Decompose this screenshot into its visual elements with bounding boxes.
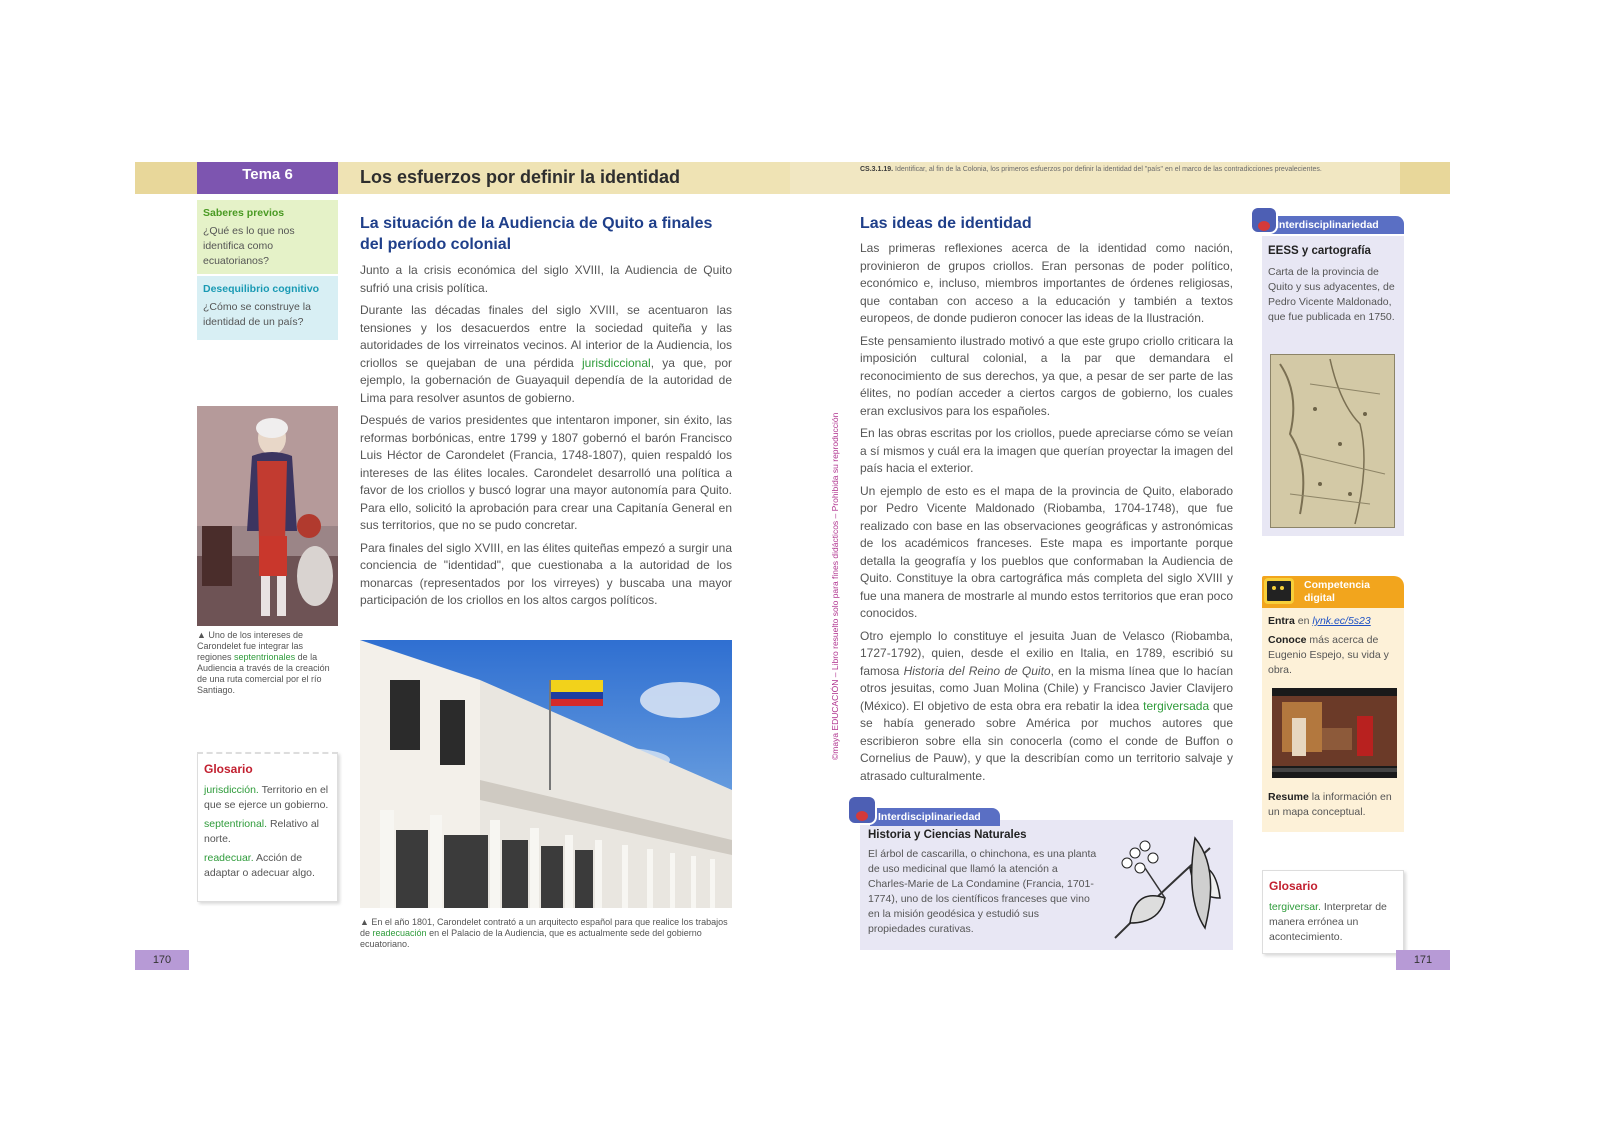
glosario-term: jurisdicción.: [204, 784, 259, 796]
competencia-resume: Resume: [1268, 791, 1309, 803]
interdisciplinariedad-tag-top: [1268, 216, 1404, 234]
competencia-entra-line: [1268, 614, 1398, 629]
objective-text: Identificar, al fin de la Colonia, los primeros esfuerzos por definir la identidad del "país" en el marco de las contradicciones prevalecientes.: [895, 166, 1322, 173]
interdisciplinariedad-box-bottom: [860, 820, 1233, 950]
portrait-caption-keyword: septentrionales: [234, 652, 296, 662]
desequilibrio-text: ¿Cómo se construye la identidad de un país?: [203, 301, 311, 328]
keyword: jurisdiccional: [581, 355, 651, 370]
paragraph: Un ejemplo de esto es el mapa de la provincia de Quito, elaborado por Pedro Vicente Maldonado (Riobamba, 1704-1748), que fue realizado con base en las observaciones geográficas y astronómicas de los académicos franceses. Este mapa es importante porque detalla la geografía y los pueblos que conformaban la Audiencia de Quito. Constituye la obra cartográfica más completa del siglo XVIII y fue una manera de mostrarle al mundo estos territorios que eran poco conocidos.: [860, 483, 1233, 620]
glosario-box-left: [197, 752, 338, 902]
interdisciplinariedad-box-top: [1262, 236, 1404, 536]
competencia-resume-rest: la información en un mapa conceptual.: [1268, 791, 1392, 818]
glosario-item: [204, 851, 331, 881]
palace-caption: [360, 917, 732, 950]
palace-caption-post: en el Palacio de la Audiencia, que es actualmente sede del gobierno ecuatoriano.: [360, 928, 702, 949]
competencia-tag-line2: digital: [1304, 592, 1335, 604]
maldonado-map-image: [1270, 354, 1395, 528]
saberes-previos-box: [197, 200, 338, 274]
vertical-copyright-note: [830, 350, 842, 760]
competencia-conoce-rest: más acerca de Eugenio Espejo, su vida y obra.: [1268, 634, 1389, 676]
book-title: Historia del Reino de Quito: [903, 663, 1051, 678]
competencia-monitor-icon: [1264, 578, 1294, 604]
objective-code: CS.3.1.19.: [860, 166, 894, 173]
carondelet-portrait: [197, 406, 338, 626]
keyword: tergiversada: [1143, 698, 1210, 713]
interdisc-icon-bottom: [849, 797, 875, 823]
page-number-right: 171: [1396, 950, 1450, 970]
paragraph-text: Durante las décadas finales del siglo XVIII, se acentuaron las tensiones y los desacuerdos entre la sociedad quiteña y las autoridades de los virreinatos vecinos. Al interior de la Audiencia, los criollos se quejaban de una pérdida: [360, 303, 732, 370]
curriculum-objective: [860, 165, 1420, 175]
palace-caption-pre: ▲ En el año 1801, Carondelet contrató a un arquitecto español para que realice los trabajos de: [360, 917, 728, 938]
palace-caption-keyword: readecuación: [372, 928, 427, 938]
portrait-caption: [197, 630, 338, 696]
competencia-link[interactable]: lynk.ec/5s23: [1312, 615, 1371, 627]
glosario-definition: Territorio en el que se ejerce un gobierno.: [204, 784, 329, 811]
glosario-item: [1269, 900, 1397, 945]
portrait-caption-pre: ▲ Uno de los intereses de Carondelet fue integrar las regiones: [197, 630, 304, 662]
competencia-en: en: [1294, 615, 1313, 627]
glosario-definition: Acción de adaptar o adecuar algo.: [204, 852, 315, 879]
competencia-digital-box: [1262, 600, 1404, 832]
header-accent-left: [135, 162, 197, 194]
right-body-text: [860, 240, 1233, 790]
photo-credit-mark: [187, 618, 193, 620]
paragraph: [860, 628, 1233, 786]
interdisciplinariedad-tag-bottom: [870, 808, 1000, 826]
paragraph-text: , en la misma línea que lo hacían otros jesuitas, como Juan Molina (Chile) y Francisco Javier Clavijero (México). El objetivo de esta obra era rebatir la idea: [860, 663, 1234, 713]
paragraph-text: Otro ejemplo lo constituye el jesuita Juan de Velasco (Riobamba, 1727-1792), quien, desde el exilio en Italia, en 1789, escribió su famosa: [860, 628, 1233, 678]
glosario-item: [204, 783, 331, 813]
glosario-definition: Relativo al norte.: [204, 818, 319, 845]
paragraph: Para finales del siglo XVIII, en las élites quiteñas empezó a surgir una conciencia de "identidad", que cuestionaba a la autoridad de los monarcas (representados por los virreyes) y buscaba una mayor participación de los criollos en los altos cargos políticos.: [360, 540, 732, 607]
glosario-term: septentrional.: [204, 818, 268, 830]
paragraph: Este pensamiento ilustrado motivó a que este grupo criollo criticara la imposición cultural colonial, a la par que demandara el reconocimiento de sus derechos, ya que, a pesar de ser parte de las élites, no podían acceder a ciertos cargos de gobierno, los cuales eran exclusivos para los españoles.: [860, 333, 1233, 418]
paragraph: Junto a la crisis económica del siglo XVIII, la Audiencia de Quito sufrió una crisis política.: [360, 263, 732, 295]
competencia-tag-line1: Competencia: [1304, 579, 1370, 591]
glosario-definition: Interpretar de manera errónea un acontecimiento.: [1269, 901, 1387, 943]
page-title: Los esfuerzos por definir la identidad: [360, 167, 681, 187]
glosario-heading-right: Glosario: [1269, 879, 1318, 893]
page-number-left: 170: [135, 950, 189, 970]
paragraph-text: , ya que, por ejemplo, la gobernación de Guayaquil dependía de la autoridad de Lima para resolver asuntos de gobierno.: [360, 355, 732, 405]
glosario-item: [204, 817, 331, 847]
paragraph: [360, 302, 732, 407]
interdisc-top-tag-label: Interdisciplinariedad: [1276, 219, 1379, 231]
video-screenshot: [1272, 688, 1397, 778]
tema-label: Tema 6: [197, 162, 338, 194]
interdisc-bottom-text: El árbol de cascarilla, o chinchona, es una planta de uso medicinal que llamó la atención a Charles-Marie de La Condamine (Francia, 1701-1774), uno de los científicos franceses que vino en la misión geodésica y estudió sus propiedades curativas.: [868, 848, 1097, 935]
interdisc-bottom-subtitle: Historia y Ciencias Naturales: [868, 829, 1027, 841]
cinchona-plant-illustration: [1105, 828, 1230, 946]
section-title-right: Las ideas de identidad: [860, 215, 1032, 232]
glosario-term: readecuar.: [204, 852, 254, 864]
desequilibrio-heading: Desequilibrio cognitivo: [203, 283, 320, 295]
glosario-term: tergiversar.: [1269, 901, 1321, 913]
glosario-box-right: [1262, 870, 1404, 954]
interdisc-top-subtitle: EESS y cartografía: [1268, 245, 1371, 257]
paragraph: En las obras escritas por los criollos, puede apreciarse cómo se veían a sí mismos y cuál era la imagen que querían proyectar la imagen del país hacia el exterior.: [860, 426, 1233, 475]
competencia-conoce: Conoce: [1268, 634, 1307, 646]
vertical-copyright-text: ©maya EDUCACIÓN – Libro resuelto solo para fines didácticos – Prohibida su reproducción: [830, 412, 840, 760]
desequilibrio-box: [197, 276, 338, 340]
interdisc-top-text: Carta de la provincia de Quito y sus adyacentes, de Pedro Vicente Maldonado, que fue publicada en 1750.: [1268, 266, 1395, 323]
interdisc-icon-top: [1252, 208, 1276, 232]
saberes-heading: Saberes previos: [203, 207, 285, 219]
section-title-left: La situación de la Audiencia de Quito a finales del período colonial: [360, 215, 713, 253]
paragraph: Después de varios presidentes que intentaron imponer, sin éxito, las reformas borbónicas, entre 1799 y 1807 gobernó el barón Francisco Luis Héctor de Carondelet (Francia, 1748-1807), quien respaldó los intereses de las élites locales. Carondelet desarrolló una política a favor de los criollos y buscó lograr una mayor autonomía para Quito. Para ello, solicitó la aprobación para crear una Capitanía General en sus territorios, que no se pudo concretar.: [360, 413, 732, 532]
left-body-text: [360, 262, 732, 615]
interdisc-bottom-tag-label: Interdisciplinariedad: [878, 811, 981, 823]
portrait-caption-post: de la Audiencia a través de la creación de una ruta comercial por el río Santiago.: [197, 652, 330, 695]
competencia-entra: Entra: [1268, 615, 1295, 627]
glosario-heading: Glosario: [204, 762, 253, 776]
competencia-conoce-line: [1268, 633, 1398, 678]
paragraph: Las primeras reflexiones acerca de la identidad como nación, provinieron de grupos criollos. Eran personas de poder político, económico e, incluso, miembros importantes de órdenes religiosas, que contaban con acceso a la educación y también a textos europeos, de donde pudieron conocer las ideas de la Ilustración.: [860, 241, 1233, 325]
palacio-audiencia-photo: [360, 640, 732, 908]
paragraph-text: que se había generado sobre América por muchos autores que escribieron sobre ella sin conocerla (como el conde de Buffon o Cornelius de Pauw), y que la describían como un territorio salvaje y atrasado culturalmente.: [860, 698, 1234, 783]
saberes-text: ¿Qué es lo que nos identifica como ecuatorianos?: [203, 225, 295, 267]
